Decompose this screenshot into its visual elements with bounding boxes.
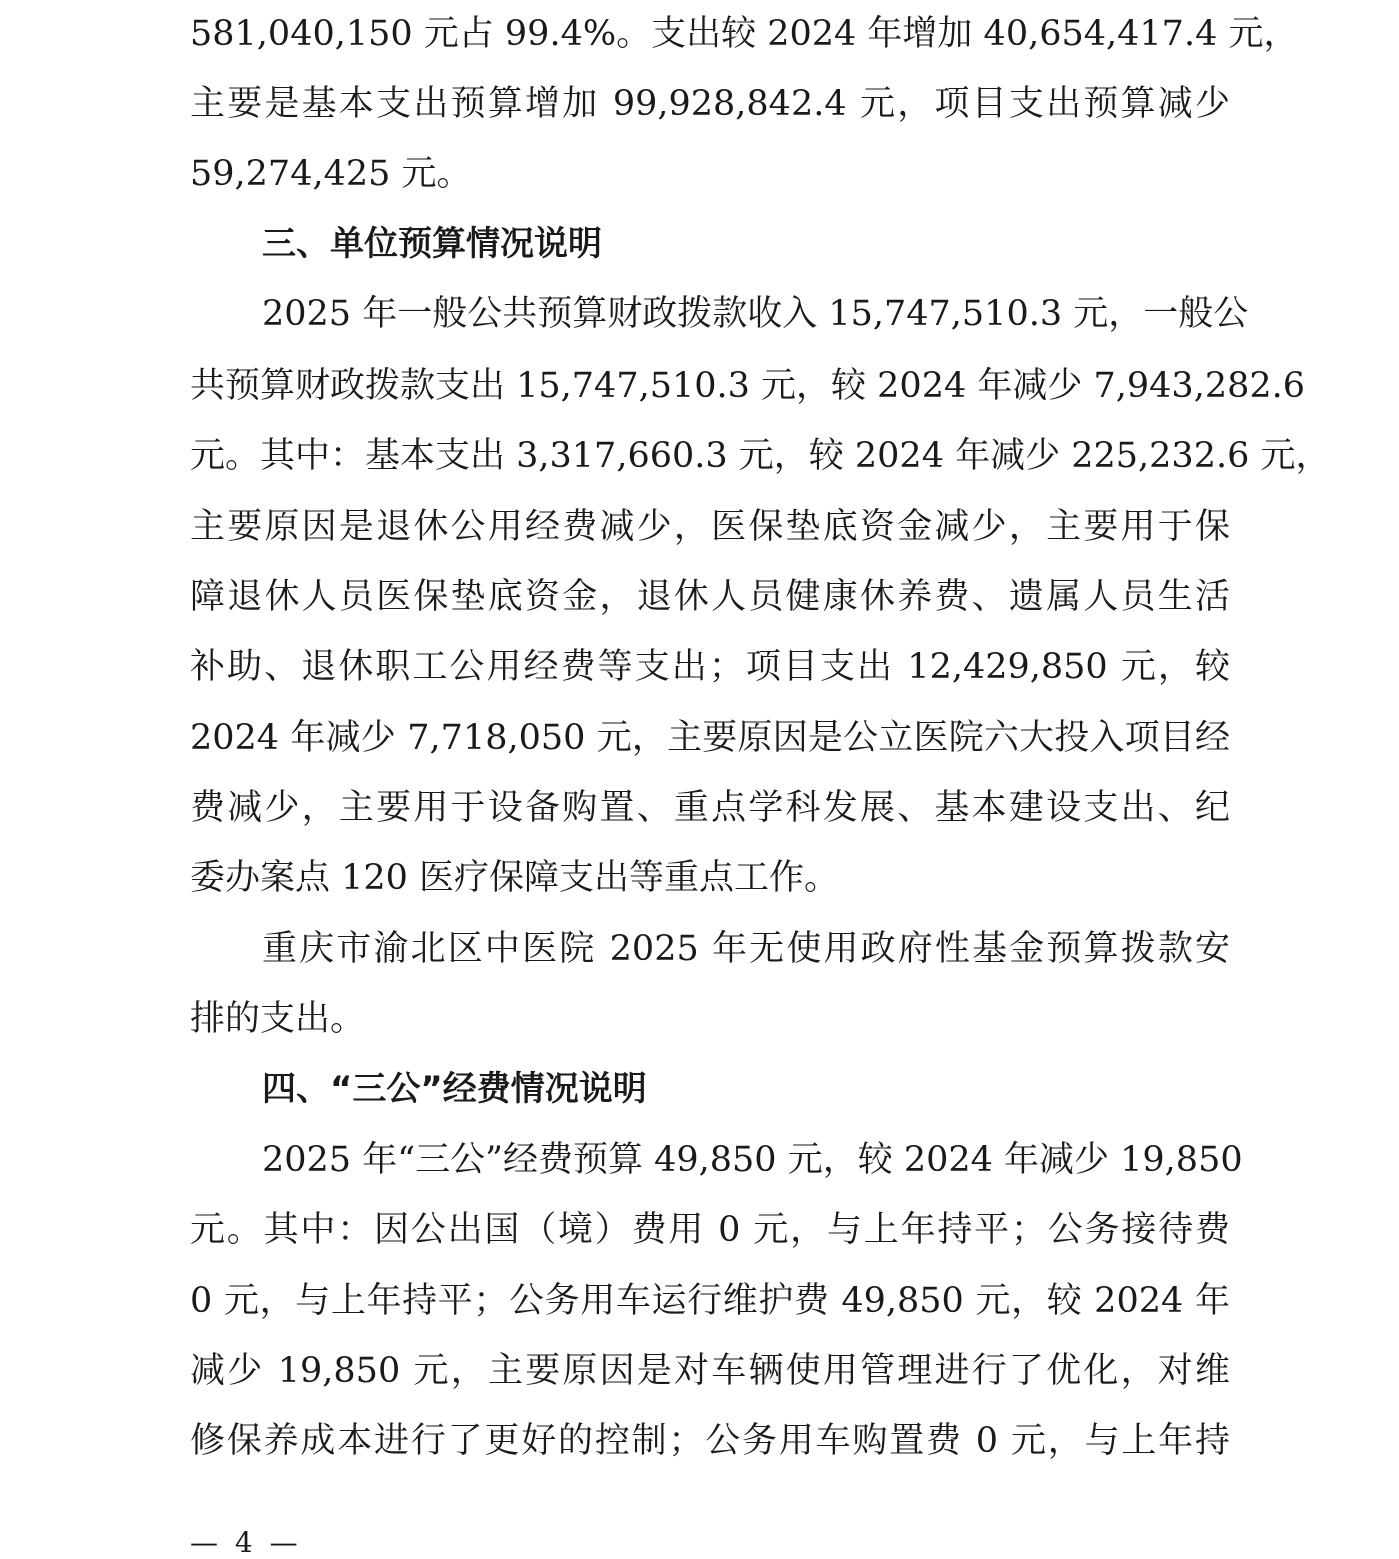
body-line-6: 共预算财政拨款支出 15,747,510.3 元，较 2024 年减少 7,943,282.6 [190, 366, 1306, 406]
body-line-18: 元。其中：因公出国（境）费用 0 元，与上年持平；公务接待费 [190, 1210, 1230, 1250]
body-line-21: 修保养成本进行了更好的控制；公务用车购置费 0 元，与上年持 [190, 1421, 1230, 1461]
body-line-14: 重庆市渝北区中医院 2025 年无使用政府性基金预算拨款安 [262, 929, 1230, 969]
body-line-8: 主要原因是退休公用经费减少，医保垫底资金减少，主要用于保 [190, 507, 1230, 547]
body-line-11: 2024 年减少 7,718,050 元，主要原因是公立医院六大投入项目经 [190, 718, 1230, 758]
page-number: — 4 — [190, 1526, 302, 1559]
body-line-15: 排的支出。 [190, 999, 366, 1039]
section-heading-4: 四、“三公”经费情况说明 [262, 1069, 647, 1109]
section-heading-3: 三、单位预算情况说明 [262, 224, 602, 264]
body-line-10: 补助、退休职工公用经费等支出；项目支出 12,429,850 元，较 [190, 647, 1230, 687]
body-line-19: 0 元，与上年持平；公务用车运行维护费 49,850 元，较 2024 年 [190, 1281, 1230, 1321]
body-line-9: 障退休人员医保垫底资金，退休人员健康休养费、遗属人员生活 [190, 577, 1230, 617]
body-line-5: 2025 年一般公共预算财政拨款收入 15,747,510.3 元，一般公 [262, 294, 1249, 334]
body-line-17: 2025 年“三公”经费预算 49,850 元，较 2024 年减少 19,850 [262, 1140, 1243, 1180]
body-line-12: 费减少，主要用于设备购置、重点学科发展、基本建设支出、纪 [190, 788, 1230, 828]
body-line-2: 主要是基本支出预算增加 99,928,842.4 元，项目支出预算减少 [190, 84, 1230, 124]
body-line-3: 59,274,425 元。 [190, 154, 472, 194]
body-line-1: 581,040,150 元占 99.4%。支出较 2024 年增加 40,654,417.4 元， [190, 14, 1299, 54]
body-line-20: 减少 19,850 元，主要原因是对车辆使用管理进行了优化，对维 [190, 1351, 1230, 1391]
body-line-13: 委办案点 120 医疗保障支出等重点工作。 [190, 858, 840, 898]
body-line-7: 元。其中：基本支出 3,317,660.3 元，较 2024 年减少 225,232.6 元， [190, 436, 1331, 476]
